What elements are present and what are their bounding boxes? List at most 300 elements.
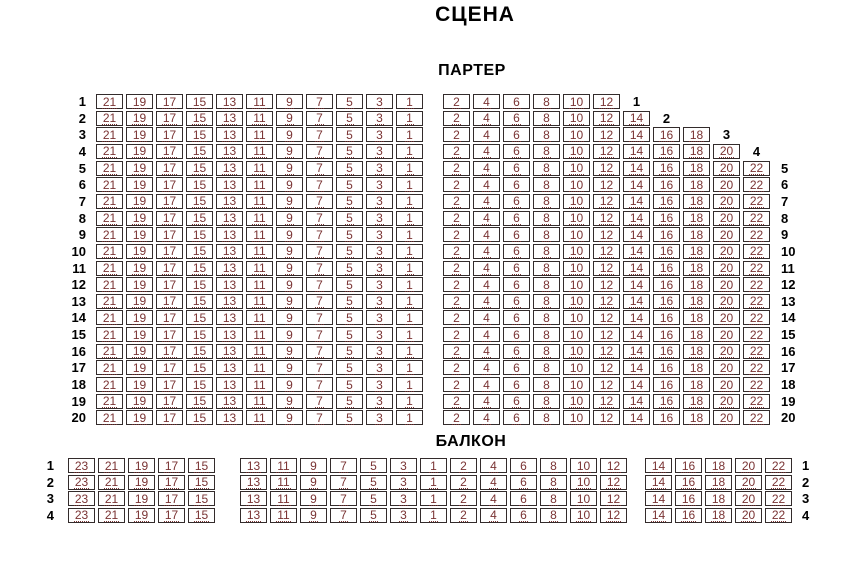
- parterre-seat-1[interactable]: [396, 277, 423, 292]
- parterre-seat-17[interactable]: [156, 360, 183, 375]
- parterre-seat-19[interactable]: [126, 360, 153, 375]
- parterre-seat-7[interactable]: [306, 211, 333, 226]
- parterre-seat-10[interactable]: [563, 294, 590, 309]
- parterre-seat-11[interactable]: [246, 211, 273, 226]
- parterre-seat-4[interactable]: [473, 94, 500, 109]
- parterre-seat-12[interactable]: [593, 277, 620, 292]
- parterre-seat-3[interactable]: [366, 410, 393, 425]
- balcony-seat-7[interactable]: [330, 508, 357, 523]
- parterre-seat-5[interactable]: [336, 211, 363, 226]
- parterre-seat-11[interactable]: [246, 227, 273, 242]
- balcony-seat-4[interactable]: [480, 508, 507, 523]
- parterre-seat-17[interactable]: [156, 211, 183, 226]
- parterre-seat-19[interactable]: [126, 394, 153, 409]
- balcony-seat-21[interactable]: [98, 458, 125, 473]
- parterre-seat-7[interactable]: [306, 394, 333, 409]
- parterre-seat-3[interactable]: [366, 177, 393, 192]
- balcony-seat-10[interactable]: [570, 458, 597, 473]
- balcony-seat-23[interactable]: [68, 458, 95, 473]
- parterre-seat-4[interactable]: [473, 244, 500, 259]
- balcony-seat-14[interactable]: [645, 491, 672, 506]
- parterre-seat-18[interactable]: [683, 277, 710, 292]
- parterre-seat-22[interactable]: [743, 227, 770, 242]
- parterre-seat-2[interactable]: [443, 127, 470, 142]
- balcony-seat-9[interactable]: [300, 475, 327, 490]
- balcony-seat-5[interactable]: [360, 458, 387, 473]
- parterre-seat-21[interactable]: [96, 277, 123, 292]
- parterre-seat-22[interactable]: [743, 244, 770, 259]
- parterre-seat-14[interactable]: [623, 277, 650, 292]
- parterre-seat-22[interactable]: [743, 344, 770, 359]
- parterre-seat-5[interactable]: [336, 394, 363, 409]
- parterre-seat-13[interactable]: [216, 344, 243, 359]
- parterre-seat-9[interactable]: [276, 127, 303, 142]
- parterre-seat-17[interactable]: [156, 127, 183, 142]
- balcony-seat-19[interactable]: [128, 475, 155, 490]
- parterre-seat-16[interactable]: [653, 261, 680, 276]
- parterre-seat-18[interactable]: [683, 344, 710, 359]
- parterre-seat-13[interactable]: [216, 144, 243, 159]
- parterre-seat-13[interactable]: [216, 161, 243, 176]
- parterre-seat-6[interactable]: [503, 410, 530, 425]
- parterre-seat-20[interactable]: [713, 344, 740, 359]
- parterre-seat-13[interactable]: [216, 327, 243, 342]
- parterre-seat-17[interactable]: [156, 394, 183, 409]
- parterre-seat-6[interactable]: [503, 177, 530, 192]
- parterre-seat-4[interactable]: [473, 277, 500, 292]
- parterre-seat-11[interactable]: [246, 410, 273, 425]
- balcony-seat-16[interactable]: [675, 491, 702, 506]
- parterre-seat-3[interactable]: [366, 294, 393, 309]
- parterre-seat-8[interactable]: [533, 277, 560, 292]
- balcony-seat-2[interactable]: [450, 458, 477, 473]
- parterre-seat-15[interactable]: [186, 227, 213, 242]
- parterre-seat-7[interactable]: [306, 277, 333, 292]
- parterre-seat-8[interactable]: [533, 227, 560, 242]
- parterre-seat-6[interactable]: [503, 344, 530, 359]
- parterre-seat-13[interactable]: [216, 177, 243, 192]
- parterre-seat-19[interactable]: [126, 211, 153, 226]
- parterre-seat-15[interactable]: [186, 410, 213, 425]
- balcony-seat-9[interactable]: [300, 458, 327, 473]
- parterre-seat-2[interactable]: [443, 144, 470, 159]
- balcony-seat-14[interactable]: [645, 458, 672, 473]
- parterre-seat-20[interactable]: [713, 161, 740, 176]
- parterre-seat-6[interactable]: [503, 127, 530, 142]
- parterre-seat-12[interactable]: [593, 327, 620, 342]
- parterre-seat-16[interactable]: [653, 394, 680, 409]
- parterre-seat-19[interactable]: [126, 94, 153, 109]
- parterre-seat-8[interactable]: [533, 144, 560, 159]
- balcony-seat-20[interactable]: [735, 508, 762, 523]
- parterre-seat-14[interactable]: [623, 161, 650, 176]
- parterre-seat-7[interactable]: [306, 161, 333, 176]
- parterre-seat-11[interactable]: [246, 327, 273, 342]
- balcony-seat-5[interactable]: [360, 491, 387, 506]
- parterre-seat-18[interactable]: [683, 360, 710, 375]
- parterre-seat-9[interactable]: [276, 377, 303, 392]
- parterre-seat-13[interactable]: [216, 227, 243, 242]
- balcony-seat-21[interactable]: [98, 475, 125, 490]
- parterre-seat-20[interactable]: [713, 410, 740, 425]
- parterre-seat-9[interactable]: [276, 294, 303, 309]
- parterre-seat-17[interactable]: [156, 227, 183, 242]
- parterre-seat-5[interactable]: [336, 261, 363, 276]
- parterre-seat-8[interactable]: [533, 394, 560, 409]
- parterre-seat-18[interactable]: [683, 294, 710, 309]
- parterre-seat-16[interactable]: [653, 377, 680, 392]
- parterre-seat-8[interactable]: [533, 244, 560, 259]
- balcony-seat-8[interactable]: [540, 491, 567, 506]
- parterre-seat-3[interactable]: [366, 144, 393, 159]
- parterre-seat-3[interactable]: [366, 360, 393, 375]
- parterre-seat-14[interactable]: [623, 144, 650, 159]
- parterre-seat-12[interactable]: [593, 244, 620, 259]
- parterre-seat-15[interactable]: [186, 244, 213, 259]
- balcony-seat-7[interactable]: [330, 458, 357, 473]
- balcony-seat-16[interactable]: [675, 458, 702, 473]
- balcony-seat-20[interactable]: [735, 475, 762, 490]
- balcony-seat-13[interactable]: [240, 458, 267, 473]
- parterre-seat-7[interactable]: [306, 144, 333, 159]
- parterre-seat-1[interactable]: [396, 394, 423, 409]
- parterre-seat-5[interactable]: [336, 410, 363, 425]
- balcony-seat-6[interactable]: [510, 508, 537, 523]
- parterre-seat-10[interactable]: [563, 177, 590, 192]
- parterre-seat-20[interactable]: [713, 244, 740, 259]
- parterre-seat-5[interactable]: [336, 344, 363, 359]
- parterre-seat-15[interactable]: [186, 211, 213, 226]
- parterre-seat-5[interactable]: [336, 227, 363, 242]
- parterre-seat-20[interactable]: [713, 294, 740, 309]
- parterre-seat-22[interactable]: [743, 310, 770, 325]
- parterre-seat-2[interactable]: [443, 111, 470, 126]
- parterre-seat-10[interactable]: [563, 211, 590, 226]
- parterre-seat-15[interactable]: [186, 127, 213, 142]
- parterre-seat-2[interactable]: [443, 327, 470, 342]
- parterre-seat-19[interactable]: [126, 261, 153, 276]
- parterre-seat-14[interactable]: [623, 227, 650, 242]
- parterre-seat-20[interactable]: [713, 327, 740, 342]
- parterre-seat-4[interactable]: [473, 410, 500, 425]
- balcony-seat-14[interactable]: [645, 475, 672, 490]
- parterre-seat-4[interactable]: [473, 161, 500, 176]
- parterre-seat-15[interactable]: [186, 194, 213, 209]
- parterre-seat-15[interactable]: [186, 161, 213, 176]
- parterre-seat-9[interactable]: [276, 344, 303, 359]
- parterre-seat-12[interactable]: [593, 177, 620, 192]
- parterre-seat-16[interactable]: [653, 327, 680, 342]
- parterre-seat-19[interactable]: [126, 277, 153, 292]
- parterre-seat-10[interactable]: [563, 244, 590, 259]
- parterre-seat-12[interactable]: [593, 310, 620, 325]
- parterre-seat-5[interactable]: [336, 161, 363, 176]
- parterre-seat-16[interactable]: [653, 360, 680, 375]
- parterre-seat-4[interactable]: [473, 194, 500, 209]
- parterre-seat-15[interactable]: [186, 344, 213, 359]
- parterre-seat-11[interactable]: [246, 394, 273, 409]
- parterre-seat-1[interactable]: [396, 294, 423, 309]
- parterre-seat-2[interactable]: [443, 244, 470, 259]
- parterre-seat-14[interactable]: [623, 261, 650, 276]
- parterre-seat-1[interactable]: [396, 211, 423, 226]
- parterre-seat-19[interactable]: [126, 410, 153, 425]
- parterre-seat-7[interactable]: [306, 111, 333, 126]
- parterre-seat-8[interactable]: [533, 111, 560, 126]
- parterre-seat-6[interactable]: [503, 161, 530, 176]
- parterre-seat-19[interactable]: [126, 144, 153, 159]
- parterre-seat-9[interactable]: [276, 211, 303, 226]
- parterre-seat-18[interactable]: [683, 410, 710, 425]
- parterre-seat-12[interactable]: [593, 161, 620, 176]
- parterre-seat-19[interactable]: [126, 177, 153, 192]
- parterre-seat-14[interactable]: [623, 111, 650, 126]
- parterre-seat-1[interactable]: [396, 244, 423, 259]
- parterre-seat-4[interactable]: [473, 327, 500, 342]
- parterre-seat-15[interactable]: [186, 94, 213, 109]
- balcony-seat-2[interactable]: [450, 508, 477, 523]
- balcony-seat-22[interactable]: [765, 458, 792, 473]
- parterre-seat-13[interactable]: [216, 360, 243, 375]
- parterre-seat-3[interactable]: [366, 344, 393, 359]
- parterre-seat-16[interactable]: [653, 310, 680, 325]
- balcony-seat-16[interactable]: [675, 508, 702, 523]
- parterre-seat-16[interactable]: [653, 294, 680, 309]
- parterre-seat-11[interactable]: [246, 244, 273, 259]
- parterre-seat-15[interactable]: [186, 294, 213, 309]
- parterre-seat-19[interactable]: [126, 227, 153, 242]
- parterre-seat-2[interactable]: [443, 161, 470, 176]
- balcony-seat-15[interactable]: [188, 475, 215, 490]
- parterre-seat-15[interactable]: [186, 394, 213, 409]
- parterre-seat-6[interactable]: [503, 211, 530, 226]
- parterre-seat-2[interactable]: [443, 211, 470, 226]
- parterre-seat-22[interactable]: [743, 211, 770, 226]
- parterre-seat-9[interactable]: [276, 327, 303, 342]
- parterre-seat-20[interactable]: [713, 310, 740, 325]
- parterre-seat-5[interactable]: [336, 127, 363, 142]
- parterre-seat-12[interactable]: [593, 127, 620, 142]
- parterre-seat-11[interactable]: [246, 277, 273, 292]
- parterre-seat-1[interactable]: [396, 94, 423, 109]
- parterre-seat-14[interactable]: [623, 327, 650, 342]
- parterre-seat-12[interactable]: [593, 294, 620, 309]
- parterre-seat-11[interactable]: [246, 144, 273, 159]
- parterre-seat-2[interactable]: [443, 377, 470, 392]
- parterre-seat-10[interactable]: [563, 194, 590, 209]
- balcony-seat-17[interactable]: [158, 475, 185, 490]
- balcony-seat-3[interactable]: [390, 458, 417, 473]
- balcony-seat-22[interactable]: [765, 475, 792, 490]
- parterre-seat-21[interactable]: [96, 327, 123, 342]
- balcony-seat-9[interactable]: [300, 491, 327, 506]
- parterre-seat-19[interactable]: [126, 194, 153, 209]
- parterre-seat-6[interactable]: [503, 377, 530, 392]
- parterre-seat-21[interactable]: [96, 310, 123, 325]
- parterre-seat-6[interactable]: [503, 277, 530, 292]
- parterre-seat-3[interactable]: [366, 194, 393, 209]
- parterre-seat-16[interactable]: [653, 277, 680, 292]
- parterre-seat-16[interactable]: [653, 244, 680, 259]
- parterre-seat-12[interactable]: [593, 410, 620, 425]
- parterre-seat-3[interactable]: [366, 377, 393, 392]
- parterre-seat-22[interactable]: [743, 377, 770, 392]
- parterre-seat-1[interactable]: [396, 127, 423, 142]
- balcony-seat-11[interactable]: [270, 508, 297, 523]
- parterre-seat-5[interactable]: [336, 360, 363, 375]
- parterre-seat-7[interactable]: [306, 377, 333, 392]
- parterre-seat-18[interactable]: [683, 127, 710, 142]
- parterre-seat-21[interactable]: [96, 394, 123, 409]
- parterre-seat-21[interactable]: [96, 377, 123, 392]
- parterre-seat-9[interactable]: [276, 227, 303, 242]
- balcony-seat-18[interactable]: [705, 491, 732, 506]
- parterre-seat-21[interactable]: [96, 410, 123, 425]
- parterre-seat-12[interactable]: [593, 211, 620, 226]
- balcony-seat-1[interactable]: [420, 491, 447, 506]
- parterre-seat-20[interactable]: [713, 227, 740, 242]
- parterre-seat-19[interactable]: [126, 344, 153, 359]
- parterre-seat-16[interactable]: [653, 144, 680, 159]
- parterre-seat-2[interactable]: [443, 277, 470, 292]
- balcony-seat-12[interactable]: [600, 508, 627, 523]
- parterre-seat-17[interactable]: [156, 161, 183, 176]
- parterre-seat-6[interactable]: [503, 194, 530, 209]
- parterre-seat-22[interactable]: [743, 394, 770, 409]
- parterre-seat-14[interactable]: [623, 211, 650, 226]
- parterre-seat-6[interactable]: [503, 310, 530, 325]
- balcony-seat-4[interactable]: [480, 475, 507, 490]
- parterre-seat-13[interactable]: [216, 244, 243, 259]
- parterre-seat-21[interactable]: [96, 127, 123, 142]
- parterre-seat-1[interactable]: [396, 310, 423, 325]
- parterre-seat-9[interactable]: [276, 161, 303, 176]
- parterre-seat-21[interactable]: [96, 161, 123, 176]
- parterre-seat-4[interactable]: [473, 360, 500, 375]
- parterre-seat-3[interactable]: [366, 211, 393, 226]
- balcony-seat-8[interactable]: [540, 475, 567, 490]
- parterre-seat-21[interactable]: [96, 261, 123, 276]
- parterre-seat-8[interactable]: [533, 360, 560, 375]
- parterre-seat-9[interactable]: [276, 261, 303, 276]
- parterre-seat-18[interactable]: [683, 394, 710, 409]
- parterre-seat-3[interactable]: [366, 394, 393, 409]
- parterre-seat-18[interactable]: [683, 244, 710, 259]
- balcony-seat-18[interactable]: [705, 458, 732, 473]
- parterre-seat-11[interactable]: [246, 161, 273, 176]
- parterre-seat-22[interactable]: [743, 410, 770, 425]
- balcony-seat-4[interactable]: [480, 491, 507, 506]
- parterre-seat-8[interactable]: [533, 94, 560, 109]
- parterre-seat-17[interactable]: [156, 94, 183, 109]
- parterre-seat-21[interactable]: [96, 344, 123, 359]
- parterre-seat-18[interactable]: [683, 377, 710, 392]
- balcony-seat-12[interactable]: [600, 491, 627, 506]
- parterre-seat-17[interactable]: [156, 144, 183, 159]
- parterre-seat-5[interactable]: [336, 194, 363, 209]
- parterre-seat-4[interactable]: [473, 111, 500, 126]
- parterre-seat-7[interactable]: [306, 410, 333, 425]
- parterre-seat-21[interactable]: [96, 227, 123, 242]
- parterre-seat-22[interactable]: [743, 194, 770, 209]
- parterre-seat-6[interactable]: [503, 94, 530, 109]
- parterre-seat-9[interactable]: [276, 194, 303, 209]
- balcony-seat-11[interactable]: [270, 491, 297, 506]
- parterre-seat-11[interactable]: [246, 94, 273, 109]
- parterre-seat-18[interactable]: [683, 161, 710, 176]
- balcony-seat-9[interactable]: [300, 508, 327, 523]
- parterre-seat-13[interactable]: [216, 277, 243, 292]
- parterre-seat-6[interactable]: [503, 261, 530, 276]
- parterre-seat-3[interactable]: [366, 244, 393, 259]
- parterre-seat-6[interactable]: [503, 227, 530, 242]
- parterre-seat-1[interactable]: [396, 344, 423, 359]
- parterre-seat-11[interactable]: [246, 111, 273, 126]
- parterre-seat-7[interactable]: [306, 327, 333, 342]
- parterre-seat-7[interactable]: [306, 294, 333, 309]
- parterre-seat-16[interactable]: [653, 161, 680, 176]
- parterre-seat-7[interactable]: [306, 94, 333, 109]
- parterre-seat-4[interactable]: [473, 144, 500, 159]
- parterre-seat-12[interactable]: [593, 144, 620, 159]
- balcony-seat-21[interactable]: [98, 508, 125, 523]
- balcony-seat-15[interactable]: [188, 491, 215, 506]
- parterre-seat-22[interactable]: [743, 261, 770, 276]
- parterre-seat-5[interactable]: [336, 327, 363, 342]
- parterre-seat-17[interactable]: [156, 310, 183, 325]
- parterre-seat-19[interactable]: [126, 161, 153, 176]
- parterre-seat-5[interactable]: [336, 144, 363, 159]
- balcony-seat-20[interactable]: [735, 458, 762, 473]
- parterre-seat-19[interactable]: [126, 127, 153, 142]
- balcony-seat-19[interactable]: [128, 508, 155, 523]
- balcony-seat-22[interactable]: [765, 491, 792, 506]
- parterre-seat-7[interactable]: [306, 244, 333, 259]
- parterre-seat-13[interactable]: [216, 261, 243, 276]
- parterre-seat-12[interactable]: [593, 360, 620, 375]
- parterre-seat-17[interactable]: [156, 261, 183, 276]
- parterre-seat-16[interactable]: [653, 211, 680, 226]
- parterre-seat-10[interactable]: [563, 377, 590, 392]
- parterre-seat-17[interactable]: [156, 344, 183, 359]
- parterre-seat-5[interactable]: [336, 177, 363, 192]
- parterre-seat-1[interactable]: [396, 410, 423, 425]
- parterre-seat-9[interactable]: [276, 310, 303, 325]
- balcony-seat-15[interactable]: [188, 458, 215, 473]
- parterre-seat-13[interactable]: [216, 394, 243, 409]
- parterre-seat-12[interactable]: [593, 227, 620, 242]
- balcony-seat-2[interactable]: [450, 491, 477, 506]
- parterre-seat-18[interactable]: [683, 227, 710, 242]
- parterre-seat-2[interactable]: [443, 310, 470, 325]
- parterre-seat-7[interactable]: [306, 194, 333, 209]
- parterre-seat-2[interactable]: [443, 410, 470, 425]
- balcony-seat-5[interactable]: [360, 475, 387, 490]
- parterre-seat-9[interactable]: [276, 394, 303, 409]
- parterre-seat-11[interactable]: [246, 310, 273, 325]
- parterre-seat-20[interactable]: [713, 211, 740, 226]
- balcony-seat-18[interactable]: [705, 508, 732, 523]
- parterre-seat-12[interactable]: [593, 94, 620, 109]
- parterre-seat-14[interactable]: [623, 394, 650, 409]
- parterre-seat-13[interactable]: [216, 211, 243, 226]
- balcony-seat-10[interactable]: [570, 491, 597, 506]
- balcony-seat-13[interactable]: [240, 475, 267, 490]
- parterre-seat-17[interactable]: [156, 177, 183, 192]
- parterre-seat-1[interactable]: [396, 227, 423, 242]
- balcony-seat-3[interactable]: [390, 475, 417, 490]
- parterre-seat-8[interactable]: [533, 261, 560, 276]
